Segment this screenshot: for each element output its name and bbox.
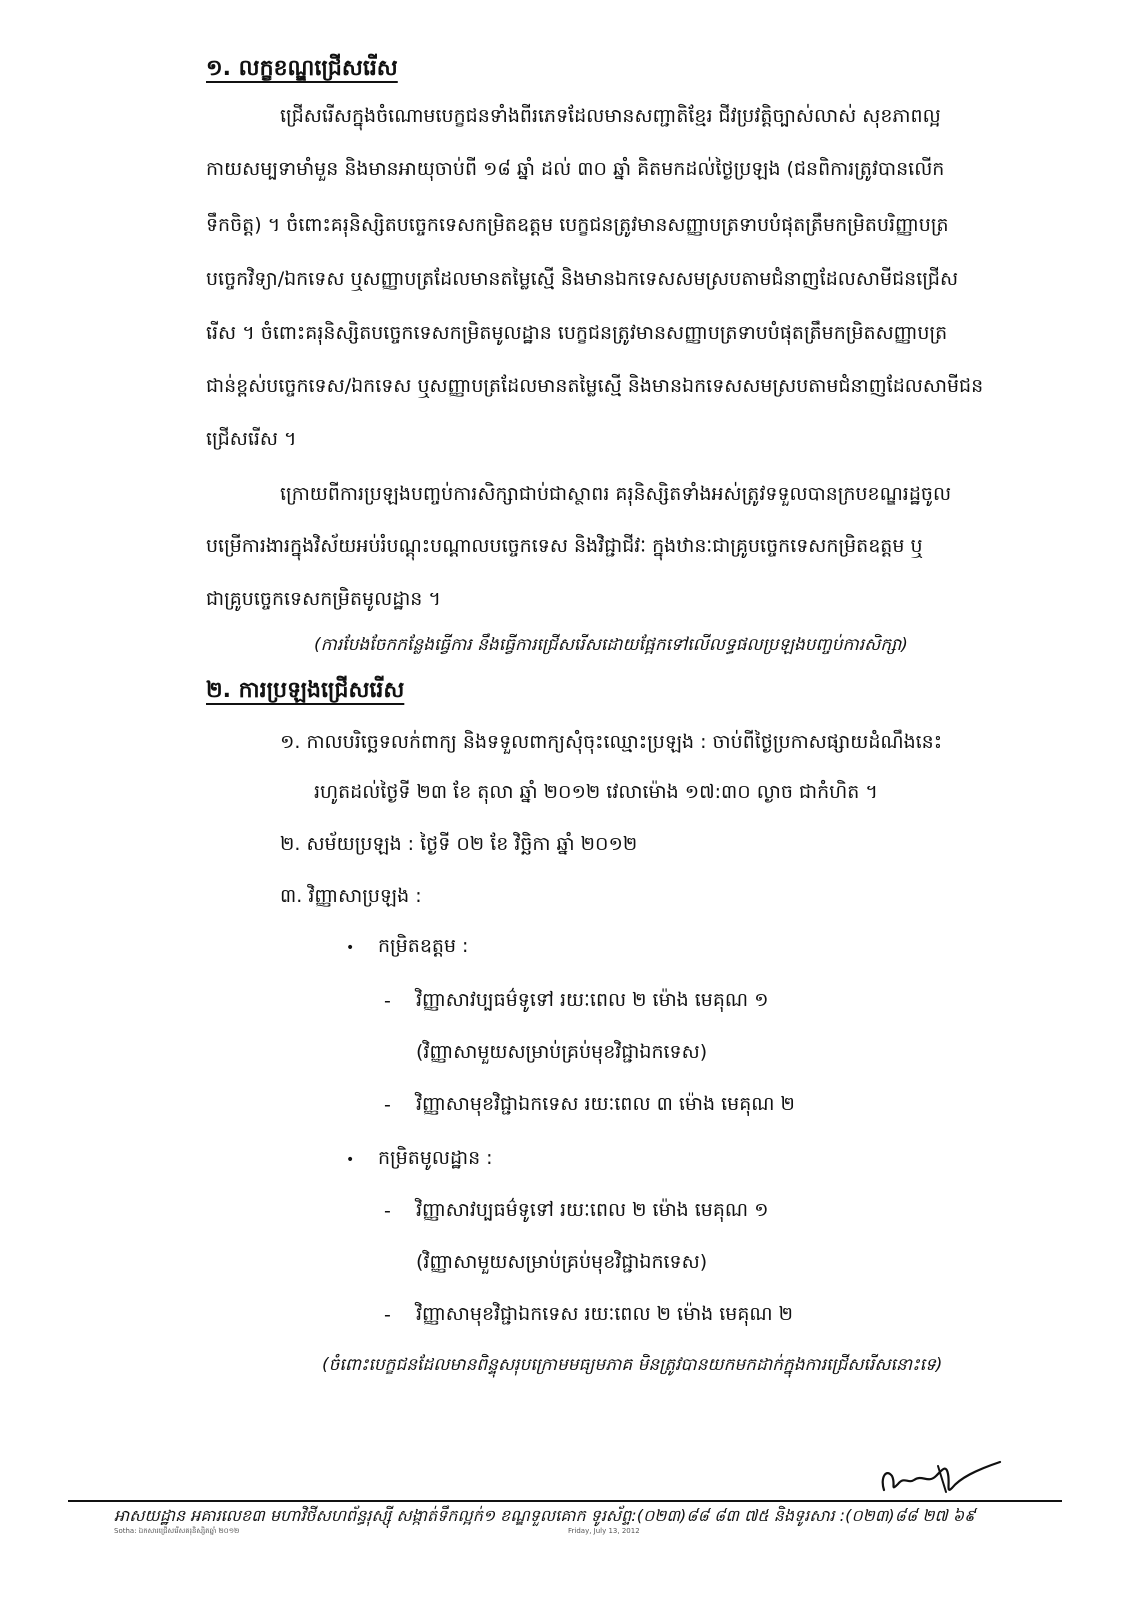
level-basic-subject2: វិញ្ញាសាមុខវិជ្ជាឯកទេស រយៈពេល ២ ម៉ោង មេគុណ ២	[416, 1303, 794, 1325]
dash-icon: -	[384, 1304, 391, 1326]
paragraph-line: ជ្រើសរើសក្នុងចំណោមបេក្ខជនទាំងពីរភេទដែលមានសញ្ជាតិខ្មែរ ជីវប្រវត្តិច្បាស់លាស់ សុខភាពល្អ	[280, 105, 941, 127]
level-basic-subject1-note: (វិញ្ញាសាមួយសម្រាប់គ្រប់មុខវិជ្ជាឯកទេស)	[416, 1251, 708, 1273]
dash-icon: -	[384, 1200, 391, 1222]
paragraph-line: បច្ចេកវិទ្យា/ឯកទេស ឬសញ្ញាបត្រដែលមានតម្លៃស្មើ និងមានឯកទេសសមស្របតាមជំនាញដែលសាមីជនជ្រើស	[206, 268, 959, 290]
dash-icon: -	[384, 990, 391, 1012]
paragraph-line: ទឹកចិត្ត) ។ ចំពោះគរុនិស្សិតបច្ចេកទេសកម្រិតឧត្តម បេក្ខជនត្រូវមានសញ្ញាបត្រទាបបំផុតត្រឹមកម្រិតបរិញ្ញាបត្រ	[206, 214, 949, 236]
registration-period-line2: រហូតដល់ថ្ងៃទី ២៣ ខែ តុលា ឆ្នាំ ២០១២ វេលាម៉ោង ១៧:៣០ ល្ងាច ជាកំហិត ។	[314, 781, 878, 803]
footer-divider	[68, 1500, 1062, 1502]
paragraph-line: ក្រោយពីការប្រឡងបញ្ចប់ការសិក្សាជាប់ជាស្ថាពរ គរុនិស្សិតទាំងអស់ត្រូវទទួលបានក្របខណ្ឌរដ្ឋចូល	[280, 483, 952, 505]
paragraph-line: រើស ។ ចំពោះគរុនិស្សិតបច្ចេកទេសកម្រិតមូលដ្ឋាន បេក្ខជនត្រូវមានសញ្ញាបត្រទាបបំផុតត្រឹមកម្រិតសញ្ញាបត្រ	[206, 322, 948, 344]
paragraph-line: បម្រើការងារក្នុងវិស័យអប់រំបណ្តុះបណ្តាលបច្ចេកទេស និងវិជ្ជាជីវៈ ក្នុងឋានៈជាគ្រូបច្ចេកទេសកម្រិតឧត្តម ឬ	[206, 535, 923, 557]
section2-heading: ២. ការប្រឡងជ្រើសរើស	[206, 678, 405, 703]
signature-icon	[876, 1454, 1016, 1500]
bullet-icon: •	[346, 1152, 355, 1168]
exam-subjects-label: ៣. វិញ្ញាសាប្រឡង :	[280, 885, 422, 907]
paragraph-line: ជ្រើសរើស ។	[206, 428, 297, 450]
section1-heading: ១. លក្ខខណ្ឌជ្រើសរើស	[206, 56, 398, 81]
footer-file-note: Sotha: ឯកសារជ្រើសរើសគរុនិស្សិតឆ្នាំ ២០១២	[114, 1527, 240, 1535]
level-high-subject1-note: (វិញ្ញាសាមួយសម្រាប់គ្រប់មុខវិជ្ជាឯកទេស)	[416, 1041, 708, 1063]
footer-date-note: Friday, July 13, 2012	[568, 1527, 640, 1535]
section1-note: (ការបែងចែកកន្លែងធ្វើការ នឹងធ្វើការជ្រើសរើសដោយផ្អែកទៅលើលទ្ធផលប្រឡងបញ្ចប់ការសិក្សា)	[314, 635, 908, 655]
level-basic-label: កម្រិតមូលដ្ឋាន :	[378, 1147, 493, 1169]
paragraph-line: ជាន់ខ្ពស់បច្ចេកទេស/ឯកទេស ឬសញ្ញាបត្រដែលមានតម្លៃស្មើ និងមានឯកទេសសមស្របតាមជំនាញដែលសាមីជន	[206, 375, 984, 397]
paragraph-line: កាយសម្បទាមាំមួន និងមានអាយុចាប់ពី ១៨ ឆ្នាំ ដល់ ៣០ ឆ្នាំ គិតមកដល់ថ្ងៃប្រឡង (ជនពិការត្រូវបានលើក	[206, 158, 945, 180]
exam-date: ២. សម័យប្រឡង : ថ្ងៃទី ០២ ខែ វិច្ឆិកា ឆ្នាំ ២០១២	[280, 833, 638, 855]
section2-note: (ចំពោះបេក្ខជនដែលមានពិន្ទុសរុបក្រោមមធ្យមភាគ មិនត្រូវបានយកមកដាក់ក្នុងការជ្រើសរើសនោះទេ)	[322, 1355, 943, 1375]
level-high-label: កម្រិតឧត្តម :	[378, 935, 469, 957]
level-high-subject2: វិញ្ញាសាមុខវិជ្ជាឯកទេស រយៈពេល ៣ ម៉ោង មេគុណ ២	[416, 1093, 795, 1115]
paragraph-line: ជាគ្រូបច្ចេកទេសកម្រិតមូលដ្ឋាន ។	[206, 588, 441, 610]
level-basic-subject1: វិញ្ញាសាវប្បធម៌ទូទៅ រយៈពេល ២ ម៉ោង មេគុណ ១	[416, 1199, 769, 1221]
dash-icon: -	[384, 1094, 391, 1116]
level-high-subject1: វិញ្ញាសាវប្បធម៌ទូទៅ រយៈពេល ២ ម៉ោង មេគុណ ១	[416, 989, 769, 1011]
registration-period-line1: ១. កាលបរិច្ឆេទលក់ពាក្យ និងទទួលពាក្យសុំចុះឈ្មោះប្រឡង : ចាប់ពីថ្ងៃប្រកាសផ្សាយដំណឹងនេះ	[280, 731, 943, 753]
footer-address: អាសយដ្ឋាន អគារលេខ៣ មហាវិថីសហព័ន្ធរុស្ស៊ី សង្កាត់ទឹកល្អក់១ ខណ្ឌទួលគោក ទូរស័ព្ទ:(០២៣)៨៨ ៨៣ ៧៥ និងទូរសារ :(០២៣)៨៨ ២៧ ៦៩	[114, 1506, 976, 1525]
bullet-icon: •	[346, 940, 355, 956]
